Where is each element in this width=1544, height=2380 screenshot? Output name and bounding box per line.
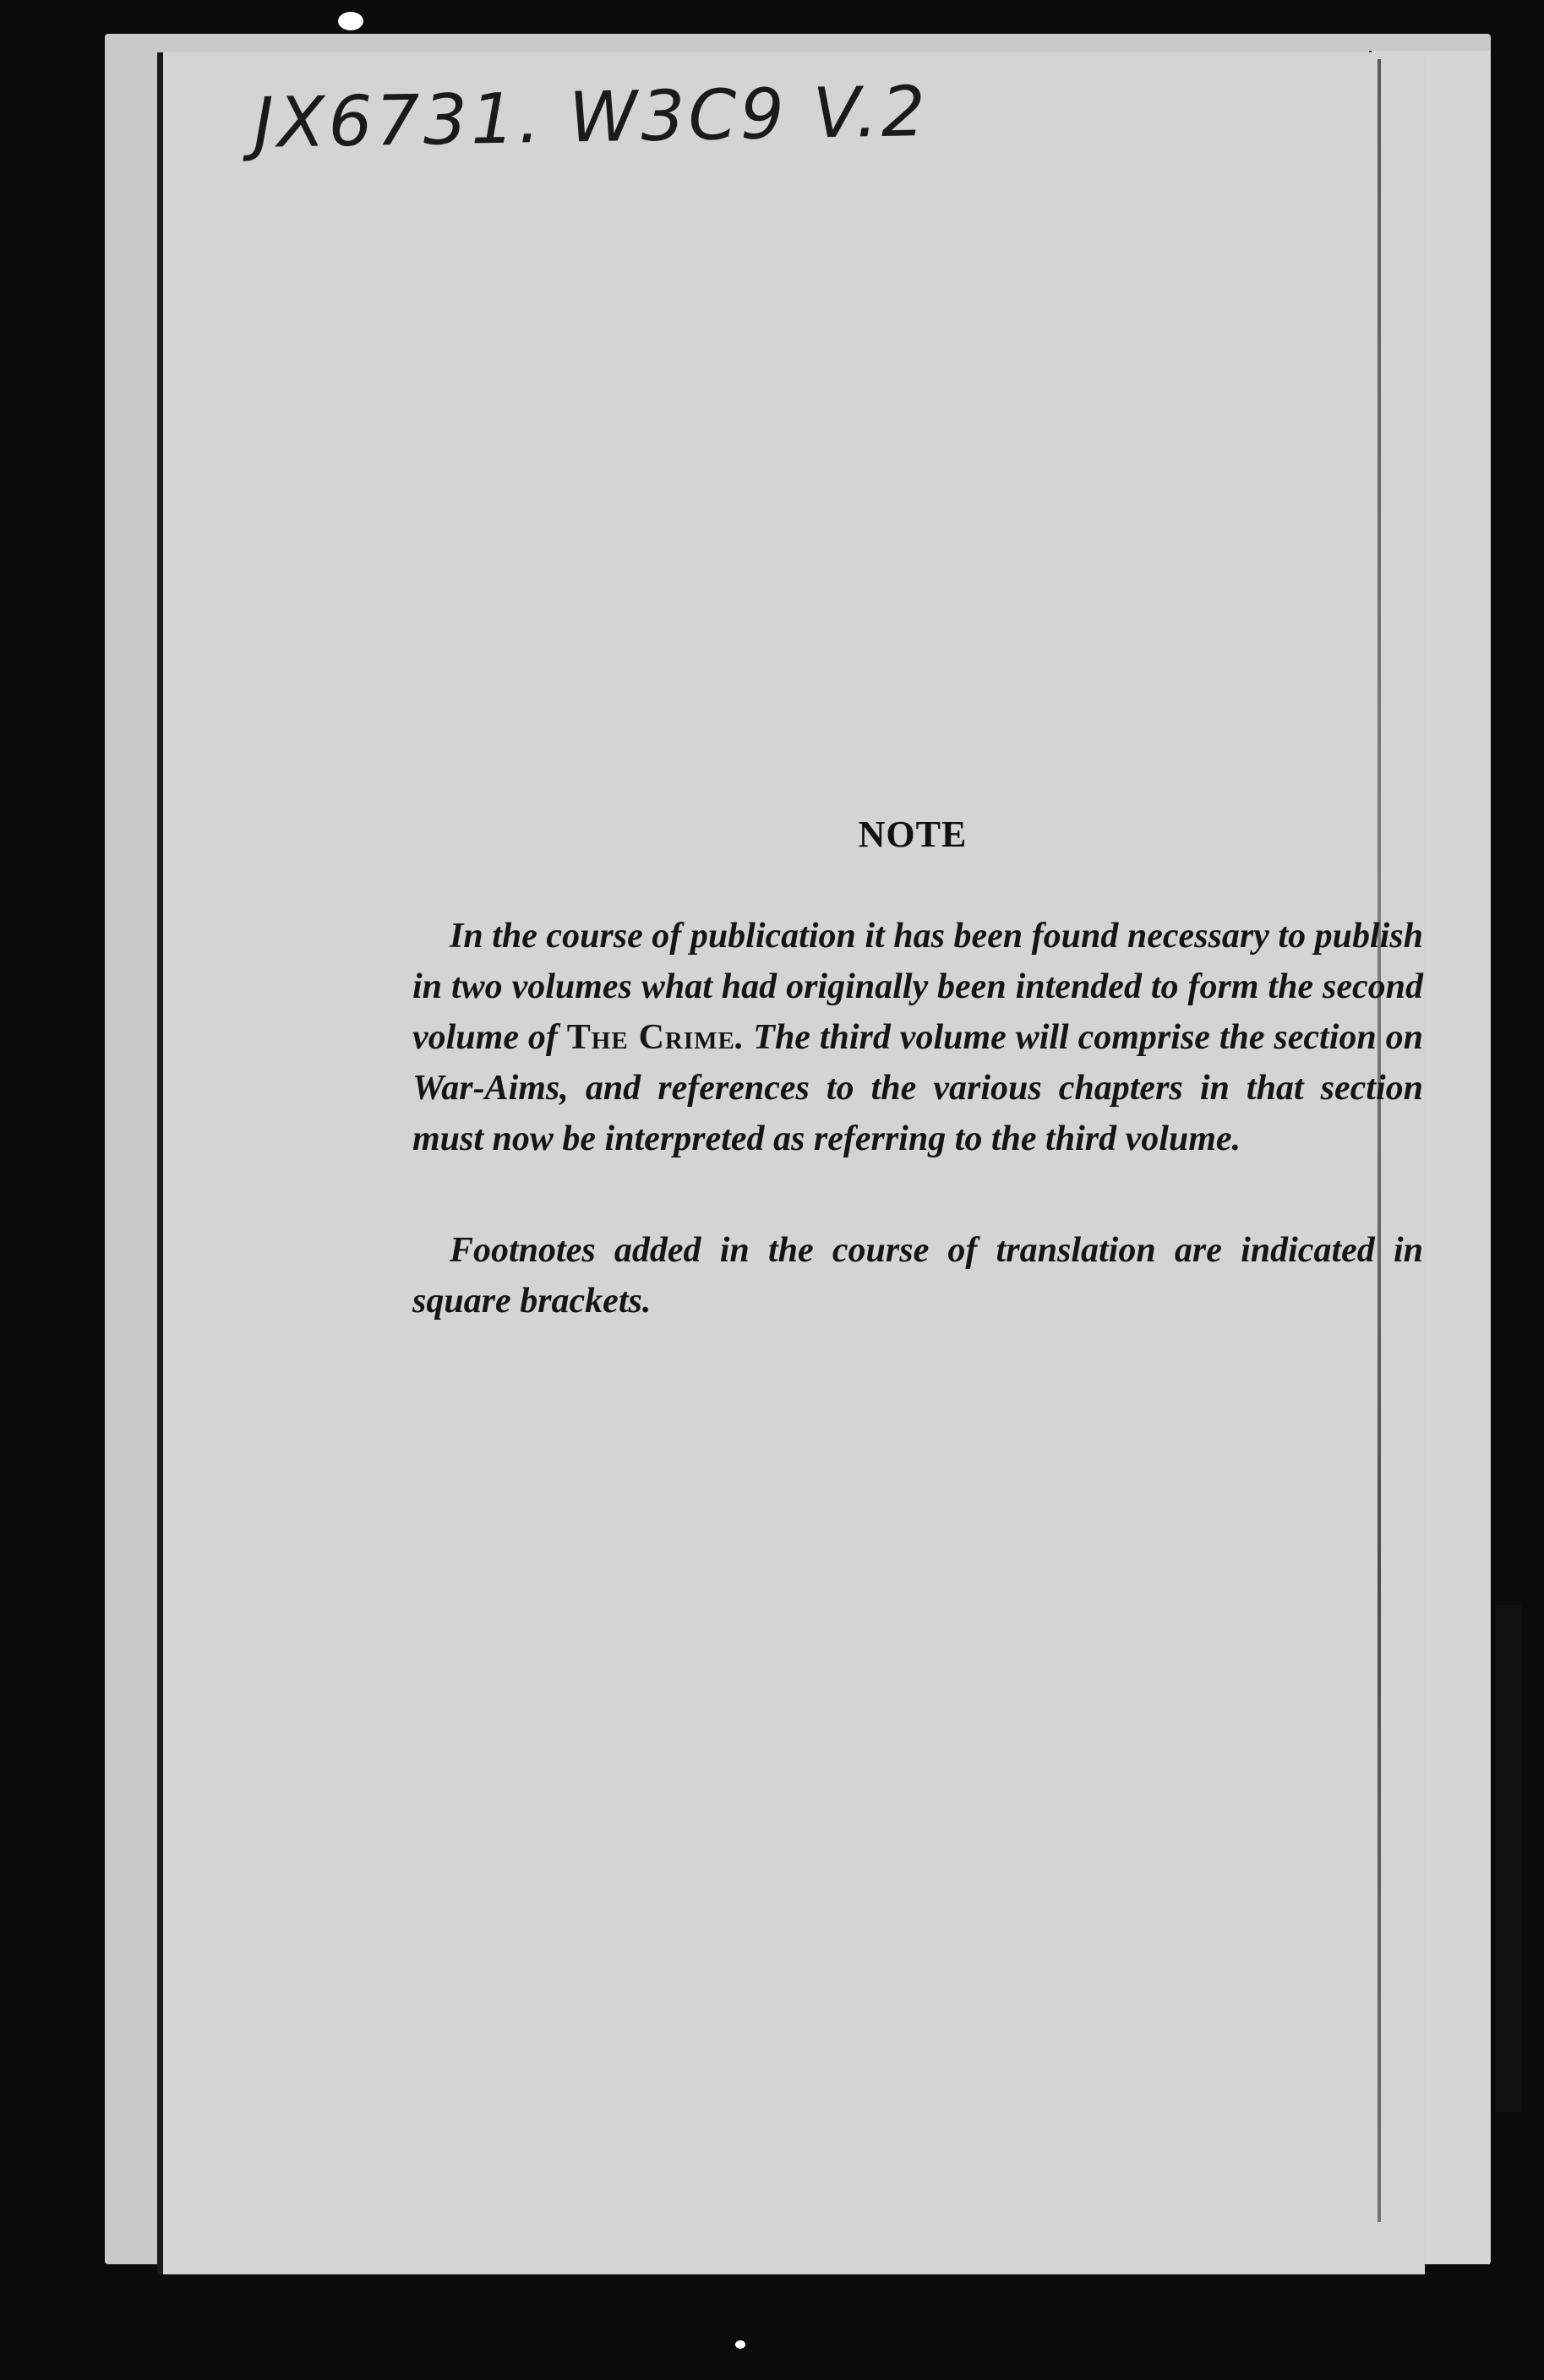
binding-shadow	[1496, 1605, 1521, 2112]
book-title-small-caps: The Crime	[566, 1018, 735, 1057]
dust-speck	[338, 12, 363, 30]
note-paragraph-1	[412, 911, 1423, 1164]
note-paragraph-1-text-b: . The third volume will comprise the section on War-Aims, and references to the various chapters in that section must now be interpreted as referring to the third volume.	[412, 1018, 1424, 1158]
note-paragraph-2: Footnotes added in the course of translation are indicated in square brackets.	[412, 1231, 1423, 1321]
note-paragraph-1-text-a: In the course of publication it has been found necessary to publish in two volumes what had originally been intended to form the second volume of	[412, 917, 1423, 1057]
note-heading: NOTE	[858, 814, 968, 855]
dust-speck	[735, 2340, 745, 2349]
handwritten-call-number: JX6731. W3C9 V.2	[253, 72, 930, 164]
